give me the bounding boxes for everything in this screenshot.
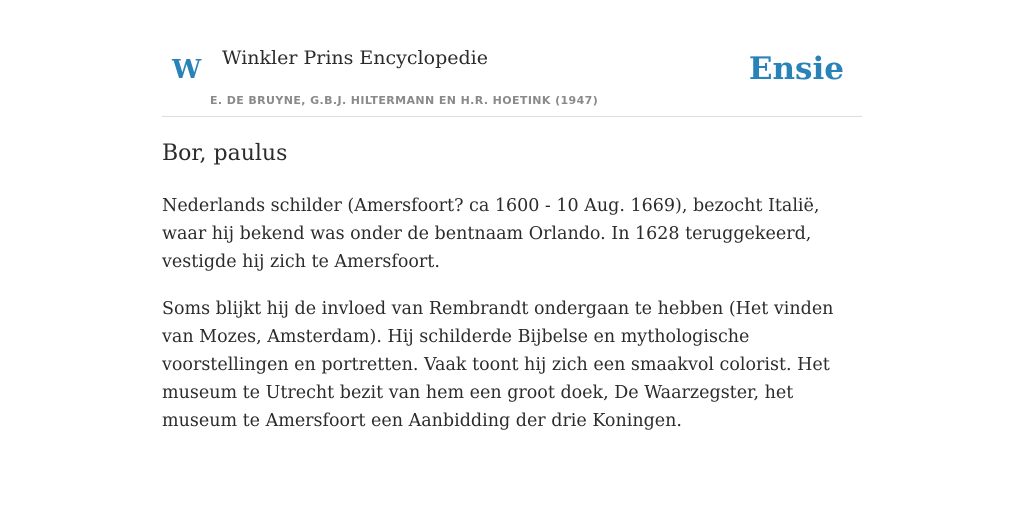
book-authors: E. DE BRUYNE, G.B.J. HILTERMANN EN H.R. HOETINK (1947) [210,94,599,107]
entry-paragraph: Nederlands schilder (Amersfoort? ca 1600 - 10 Aug. 1669), bezocht Italië, waar hij bekend was onder de bentnaam Orlando. In 1628 teruggekeerd, vestigde hij zich te Amersfoort. [162,196,820,272]
ensie-logo-link[interactable]: Ensie [748,51,844,87]
header [162,0,862,117]
page [162,0,862,512]
entry-body [162,192,862,454]
book-title-link[interactable]: Winkler Prins Encyclopedie [222,47,488,69]
entry-paragraph: Soms blijkt hij de invloed van Rembrandt ondergaan te hebben (Het vinden van Mozes, Amsterdam). Hij schilderde Bijbelse en mythologische voorstellingen en portretten. Vaak toont hij zich een smaakvol colorist. Het museum te Utrecht bezit van hem een groot doek, De Waarzegster, het museum te Amersfoort een Aanbidding der drie Koningen. [162,299,834,431]
book-logo[interactable]: W [172,55,202,85]
entry-title: Bor, paulus [162,141,288,166]
